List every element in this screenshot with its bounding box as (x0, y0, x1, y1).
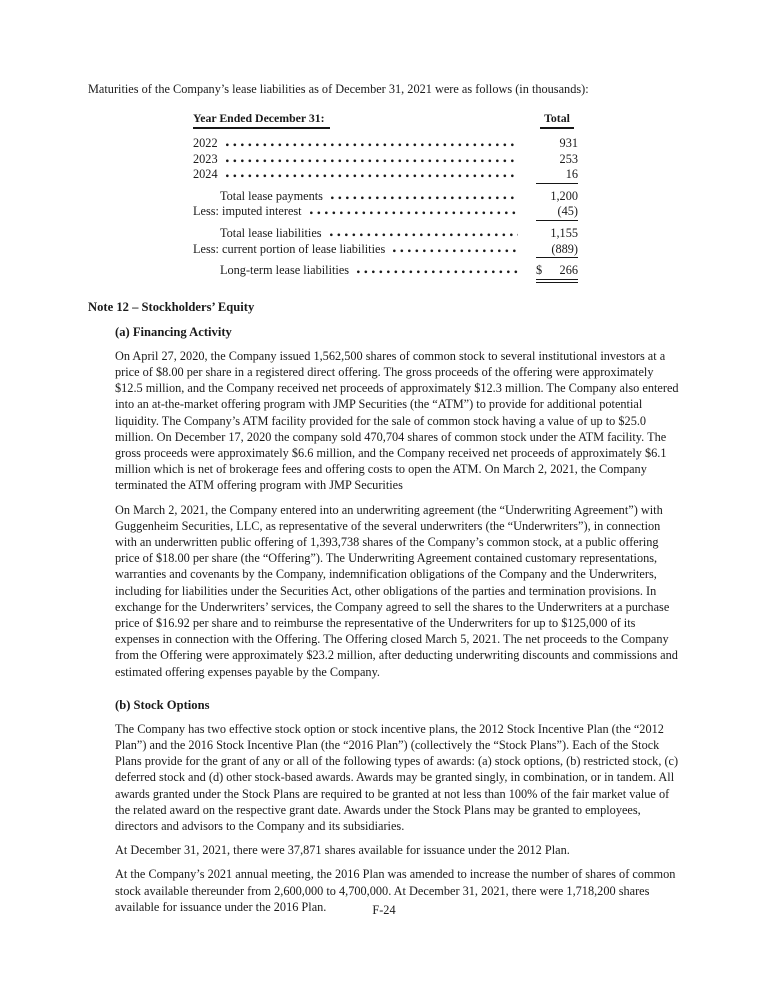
row-value: 16 (536, 167, 578, 184)
row-value: 253 (559, 151, 578, 166)
table-row-total-lease-liabilities (193, 226, 578, 242)
row-value: 931 (559, 136, 578, 150)
table-row-imputed-interest (193, 204, 578, 221)
table-row-2024 (193, 167, 578, 184)
table-row-long-term-lease-liabilities (193, 263, 578, 283)
dot-leader (330, 233, 518, 237)
row-label: 2024 (193, 167, 218, 182)
lease-maturities-table (193, 111, 578, 283)
row-label: 2022 (193, 136, 218, 150)
table-row-2022 (193, 136, 578, 152)
dot-leader (310, 211, 518, 215)
page-content (88, 82, 688, 923)
dot-leader (393, 249, 518, 253)
row-label: Less: current portion of lease liabilities (193, 241, 386, 256)
column-header-total-cell (536, 111, 578, 129)
column-header-year-ended: Year Ended December 31: (193, 111, 330, 129)
table-row-current-portion (193, 242, 578, 259)
dot-leader (331, 196, 518, 200)
row-label: Less: imputed interest (193, 204, 302, 219)
row-value (536, 263, 578, 283)
section-b-heading: (b) Stock Options (115, 697, 210, 712)
dot-leader (357, 270, 518, 274)
dot-leader (226, 159, 518, 163)
paragraph-stock-options-1: The Company has two effective stock option or stock incentive plans, the 2012 Stock Incentive Plan (the “2012 Plan”) and the 2016 Stock Incentive Plan (the “2016 Plan”) (collectively the “Stock Plans”). Each of the Stock Plans provide for the grant of any or all of the following types of awards: (a) stock options, (b) restricted stock, (c) deferred stock and (d) other stock-based awards. Awards may be granted singly, in combination, or in tandem. All awards granted under the Stock Plans are required to be granted at not less than 100% of the fair market value of the related award on the respective grant date. Awards under the Stock Plans may be granted to employees, directors and advisors to the Company and its subsidiaries. (115, 721, 679, 834)
row-value: 1,200 (550, 188, 578, 203)
paragraph-financing-2: On March 2, 2021, the Company entered into an underwriting agreement (the “Underwriting Agreement”) with Guggenheim Securities, LLC, as representative of the several underwriters (the “Underwriters”), in connection with an underwritten public offering of 1,393,738 shares of the Company’s common stock, at a public offering price of $18.00 per share (the “Offering”). The Underwriting Agreement contained customary representations, warranties and covenants by the Company, indemnification obligations of the Company and the Underwriters, including for liabilities under the Securities Act, other obligations of the parties and termination provisions. In exchange for the Underwriters’ services, the Company agreed to sell the shares to the Underwriters at a purchase price of $16.92 per share and to reimburse the representative of the Underwriters for up to $125,000 of its expenses in connection with the Offering. The Offering closed March 5, 2021. The net proceeds to the Company from the Offering were approximately $23.2 million, after deducting underwriting discounts and commissions and estimated offering expenses payable by the Company. (115, 502, 678, 679)
note-12-heading: Note 12 – Stockholders’ Equity (88, 299, 255, 314)
intro-text: Maturities of the Company’s lease liabilities as of December 31, 2021 were as follows (in thousands): (88, 82, 589, 96)
table-row-total-lease-payments (193, 189, 578, 205)
table-row-2023 (193, 152, 578, 168)
table-header-row (193, 111, 578, 129)
dot-leader (226, 143, 518, 147)
paragraph-stock-options-2: At December 31, 2021, there were 37,871 shares available for issuance under the 2012 Plan. (115, 843, 570, 858)
column-header-total: Total (540, 111, 574, 129)
section-a-heading: (a) Financing Activity (115, 324, 232, 339)
row-label: Total lease liabilities (220, 225, 322, 240)
row-label: Total lease payments (220, 188, 323, 203)
row-value: (45) (536, 204, 578, 221)
dot-leader (226, 174, 518, 178)
page-number: F-24 (372, 903, 396, 917)
paragraph-stock-options-3: At the Company’s 2021 annual meeting, the 2016 Plan was amended to increase the number of shares of common stock available thereunder from 2,600,000 to 4,700,000. At December 31, 2021, there were 1,718,200 shares available for issuance under the 2016 Plan. (115, 867, 676, 914)
row-label: Long-term lease liabilities (220, 263, 350, 278)
row-label: 2023 (193, 151, 218, 166)
row-value-number: 266 (559, 263, 578, 278)
paragraph-financing-1: On April 27, 2020, the Company issued 1,562,500 shares of common stock to several institutional investors at a price of $8.00 per share in a registered direct offering. The gross proceeds of the offering were approximately $12.5 million, and the Company received net proceeds of approximately $12.3 million. The Company also entered into an at-the-market offering program with JMP Securities (the “ATM”) to provide for additional potential liquidity. The Company’s ATM facility provided for the sale of common stock having a value of up to $25.0 million. On December 17, 2020 the company sold 470,704 shares of common stock under the ATM facility. The gross proceeds were approximately $6.6 million, and the Company received net proceeds of approximately $6.1 million which is net of brokerage fees and offering costs to open the ATM. On March 2, 2021, the Company terminated the ATM offering program with JMP Securities (115, 348, 679, 493)
currency-symbol: $ (536, 263, 543, 278)
row-value: 1,155 (550, 225, 578, 240)
row-value: (889) (536, 242, 578, 259)
